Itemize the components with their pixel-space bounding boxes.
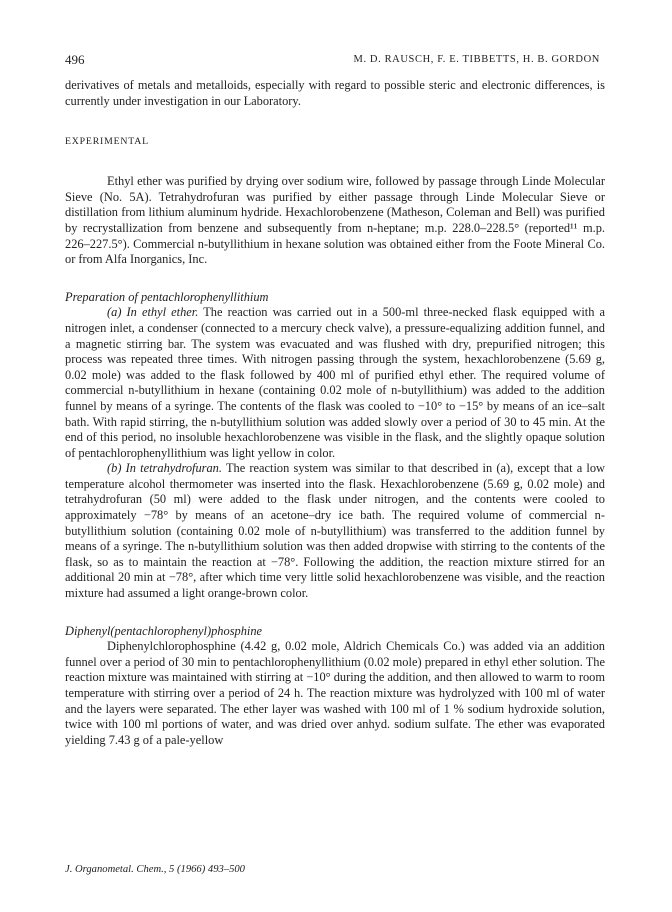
journal-citation: J. Organometal. Chem., 5 (1966) 493–500 [65, 864, 245, 875]
article-body [65, 78, 605, 748]
procedure-a-label: (a) In ethyl ether. [107, 305, 199, 320]
section-heading-pentachlorophenyllithium: Preparation of pentachlorophenyllithium [65, 289, 269, 304]
running-head: M. D. RAUSCH, F. E. TIBBETTS, H. B. GORDON [353, 54, 600, 65]
procedure-b-text: The reaction system was similar to that described in (a), except that a low temperature alcohol thermometer was inserted into the flask. Hexachlorobenzene (5.69 g, 0.02 mole) and tetrahydrofuran (50 ml) were added to the flask under nitrogen, and the contents were cooled to approximately −78° by means of an acetone–dry ice bath. The required volume of commercial n-butyllithium solution (containing 0.02 mole of n-butyllithium) was transferred to the addition funnel by means of a syringe. The n-butyllithium solution was then added dropwise with stirring to the contents of the flask, so as to maintain the reaction at −78°. Following the addition, the reaction mixture stirred for an additional 20 min at −78°, after which time very little solid hexachlorobenzene was visible, and the reaction mixture had assumed a light orange-brown color. [65, 461, 605, 601]
procedure-b-label: (b) In tetrahydrofuran. [107, 461, 222, 476]
procedure-b-paragraph [65, 461, 605, 601]
experimental-heading: EXPERIMENTAL [65, 136, 149, 148]
phosphine-paragraph: Diphenylchlorophosphine (4.42 g, 0.02 mole, Aldrich Chemicals Co.) was added via an addition funnel over a period of 30 min to pentachlorophenyllithium (0.02 mole) prepared in ethyl ether solution. The reaction mixture was maintained with stirring at −10° during the addition, and then allowed to warm to room temperature with stirring over a period of 24 h. The reaction mixture was hydrolyzed with 100 ml of water and the layers were separated. The ether layer was washed with 100 ml of 1 % sodium hydroxide solution, twice with 100 ml portions of water, and was dried over anhyd. sodium sulfate. The ether was evaporated yielding 7.43 g of a pale-yellow [65, 639, 605, 747]
section-heading-phosphine: Diphenyl(pentachlorophenyl)phosphine [65, 623, 263, 638]
page-number: 496 [65, 52, 85, 67]
procedure-a-paragraph [65, 305, 605, 461]
procedure-a-text: The reaction was carried out in a 500-ml three-necked flask equipped with a nitrogen inlet, a condenser (connected to a mercury check valve), a pressure-equalizing addition funnel, and a magnetic stirring bar. The system was evacuated and was flushed with dry, prepurified nitrogen; this process was repeated three times. With nitrogen passing through the system, hexachlorobenzene (5.69 g, 0.02 mole) was added to the flask followed by 400 ml of purified ethyl ether. The required volume of commercial n-butyllithium in hexane (containing 0.02 mole of n-butyllithium) was added to the addition funnel by means of a syringe. The contents of the flask was cooled to −10° to −15° by means of an ice–salt bath. With rapid stirring, the n-butyllithium solution was added slowly over a period of 30 to 45 min. At the end of this period, no insoluble hexachlorobenzene was visible in the flask, and the slightly opaque solution of pentachlorophenyllithium was light yellow in color. [65, 305, 606, 460]
experimental-paragraph: Ethyl ether was purified by drying over sodium wire, followed by passage through Linde Molecular Sieve (No. 5A). Tetrahydrofuran was purified by either passage through Linde Molecular Sieve or distillation from lithium aluminum hydride. Hexachlorobenzene (Matheson, Coleman and Bell) was purified by recrystallization from benzene and subsequently from n-heptane; m.p. 228.0–228.5° (reported¹¹ m.p. 226–227.5°). Commercial n-butyllithium in hexane solution was obtained either from the Foote Mineral Co. or from Alfa Inorganics, Inc. [65, 174, 605, 267]
intro-paragraph: derivatives of metals and metalloids, especially with regard to possible steric and electronic differences, is currently under investigation in our Laboratory. [65, 78, 605, 108]
